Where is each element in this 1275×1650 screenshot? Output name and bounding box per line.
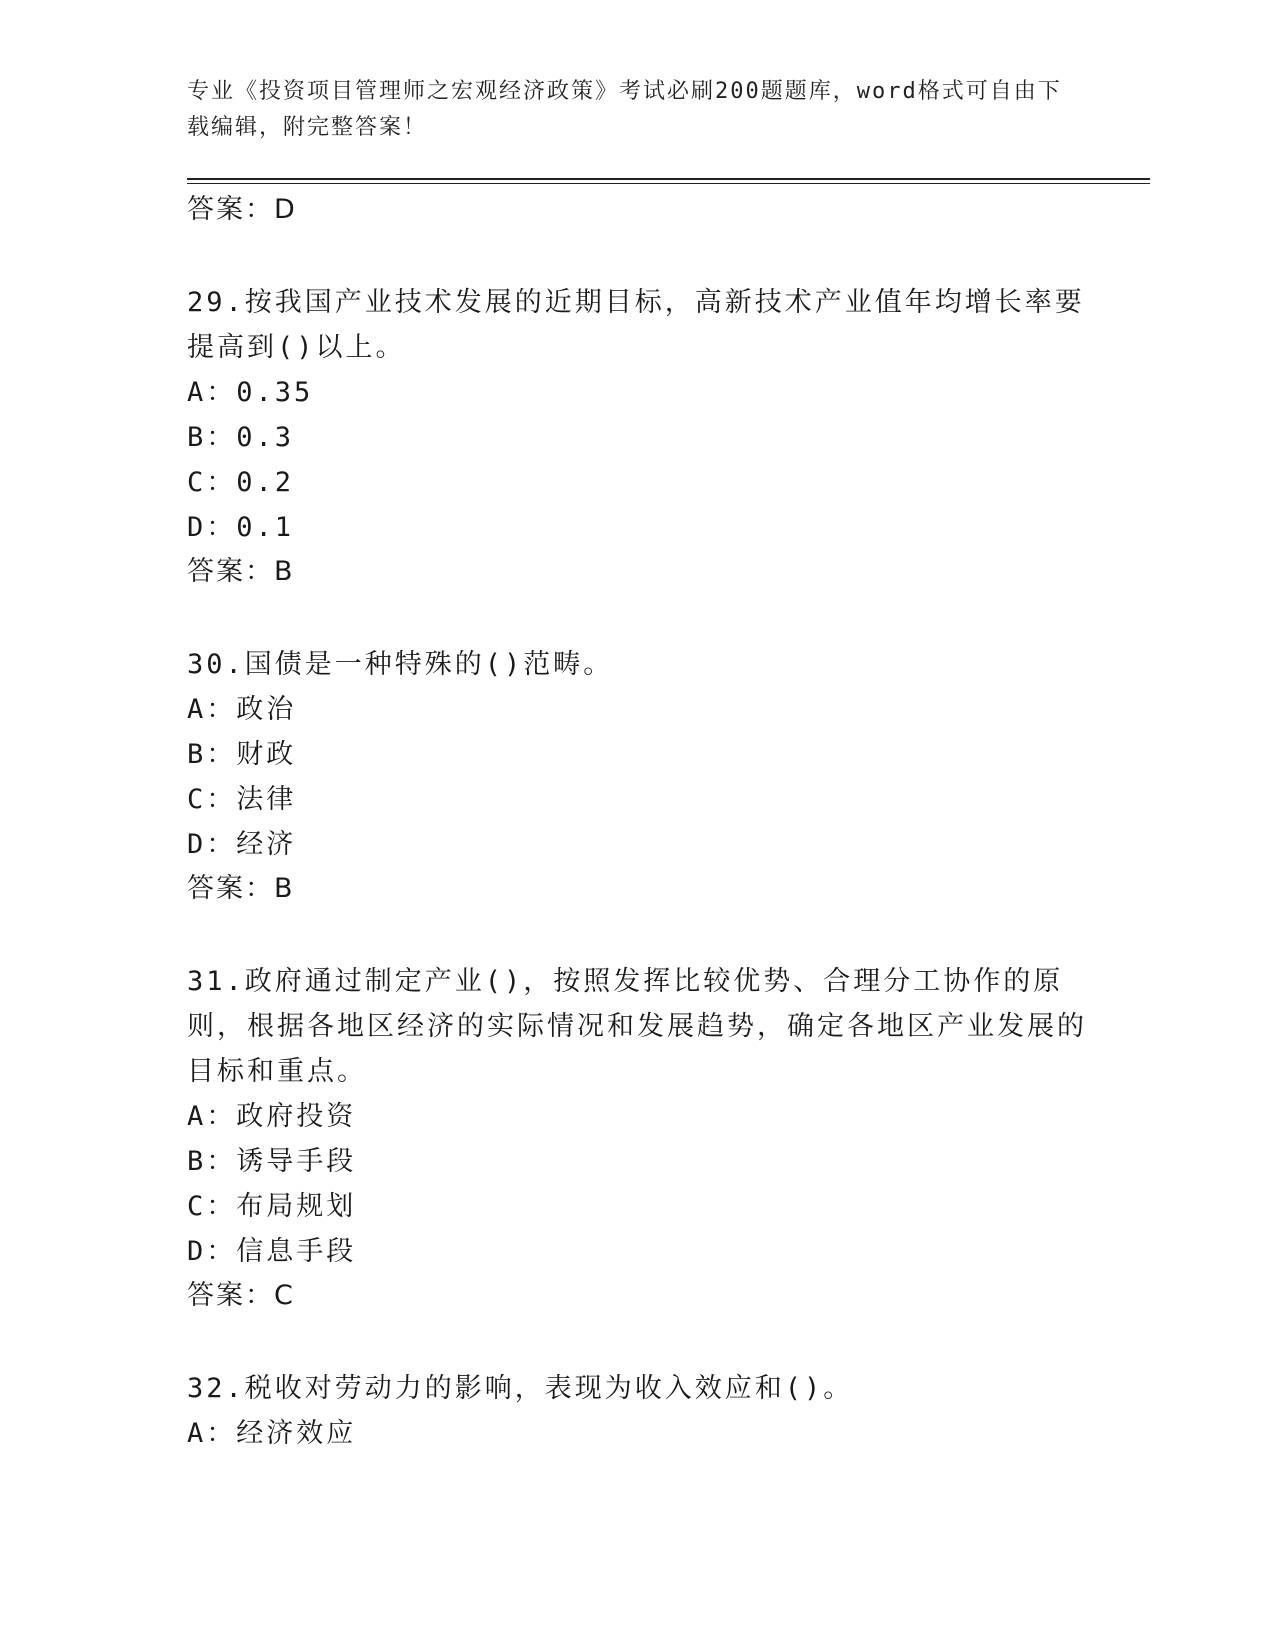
header-rule-thin	[187, 183, 1150, 184]
question-stem: 31.政府通过制定产业()，按照发挥比较优势、合理分工协作的原则，根据各地区经济的实际情况和发展趋势，确定各地区产业发展的目标和重点。	[187, 966, 1087, 1087]
option-a: A：政府投资	[187, 1101, 357, 1132]
previous-answer: 答案：D	[187, 194, 297, 225]
question-stem: 30.国债是一种特殊的()范畴。	[187, 649, 614, 680]
document-header: 专业《投资项目管理师之宏观经济政策》考试必刷200题题库，word格式可自由下载编辑，附完整答案！	[187, 79, 1062, 140]
option-a: A：政治	[187, 694, 297, 725]
option-a: A：经济效应	[187, 1418, 357, 1449]
answer: 答案：C	[187, 1280, 295, 1311]
option-c: C：布局规划	[187, 1191, 357, 1222]
option-b: B：财政	[187, 739, 297, 770]
document-body	[187, 188, 1087, 1456]
option-d: D：经济	[187, 829, 297, 860]
option-d: D：0.1	[187, 512, 295, 543]
option-c: C：法律	[187, 784, 297, 815]
header-rule-thick	[187, 178, 1150, 180]
question-stem: 29.按我国产业技术发展的近期目标，高新技术产业值年均增长率要提高到()以上。	[187, 287, 1085, 363]
option-b: B：诱导手段	[187, 1146, 357, 1177]
question-stem: 32.税收对劳动力的影响，表现为收入效应和()。	[187, 1373, 854, 1404]
option-c: C：0.2	[187, 467, 295, 498]
answer: 答案：B	[187, 873, 295, 904]
option-d: D：信息手段	[187, 1236, 357, 1267]
option-a: A：0.35	[187, 377, 314, 408]
option-b: B：0.3	[187, 422, 295, 453]
answer: 答案：B	[187, 556, 295, 587]
